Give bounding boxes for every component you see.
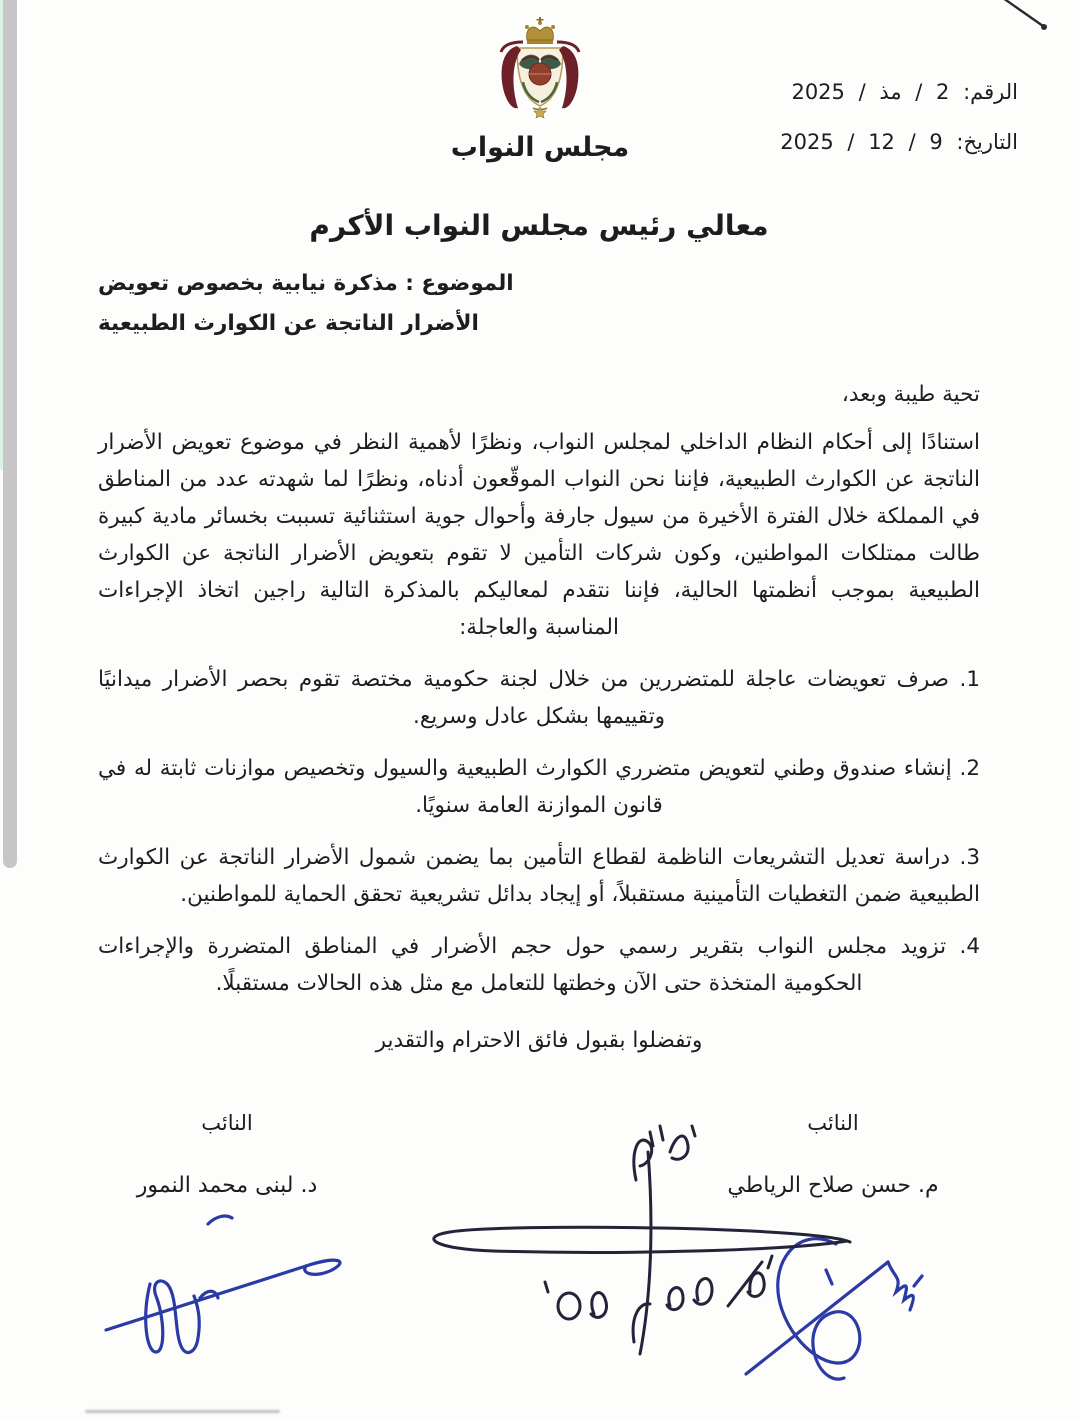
letter-title: معالي رئيس مجلس النواب الأكرم [309,209,769,242]
parliament-name-calligraphy: مجلس النواب [450,132,630,163]
parliament-logo [390,16,690,163]
demand-item-4: 4. تزويد مجلس النواب بتقرير رسمي حول حجم الأضرار في المناطق المتضررة والإجراءات الحكومية المتخذة حتى الآن وخطتها للتعامل مع مثل هذه الحالات مستقبلًا. [98,934,980,996]
demand-item-3: 3. دراسة تعديل التشريعات الناظمة لقطاع التأمين بما يضمن شمول الأضرار الناتجة عن الكوارث الطبيعية ضمن التغطيات التأمينية مستقبلاً، أو إيجاد بدائل تشريعية تحقق الحماية للمواطنين. [98,845,980,907]
closing-line: وتفضلوا بقبول فائق الاحترام والتقدير [375,1028,703,1053]
letter-content [98,206,980,1058]
signatory-left [92,1108,362,1202]
jordan-coat-of-arms-icon [390,16,690,128]
signatory-right-name: م. حسن صلاح الرياطي [727,1173,939,1198]
intro-paragraph: استنادًا إلى أحكام النظام الداخلي لمجلس النواب، ونظرًا لأهمية النظر في موضوع تعويض الأضرار الناتجة عن الكوارث الطبيعية، فإننا نحن النواب الموقّعون أدناه، ونظرًا لما شهدته عدد من المناطق في المملكة خلال الفترة الأخيرة من سيول جارفة وأحوال جوية استثنائية تسببت بخسائر مادية كبيرة طالت ممتلكات المواطنين، وكون شركات التأمين لا تقوم بتعويض الأضرار الناتجة عن الكوارث الطبيعية بموجب أنظمتها الحالية، فإننا نتقدم لمعاليكم بالمذكرة التالية راجين اتخاذ الإجراءات المناسبة والعاجلة: [98,430,980,640]
subject-line-2: الأضرار الناتجة عن الكوارث الطبيعية [98,311,479,336]
signatory-left-name: د. لبنى محمد النمور [136,1173,318,1198]
demand-item-1: 1. صرف تعويضات عاجلة للمتضررين من خلال لجنة حكومية مختصة تقوم بحصر الأضرار ميدانيًا وتقييمها بشكل عادل وسريع. [98,667,980,729]
demand-item-2: 2. إنشاء صندوق وطني لتعويض متضرري الكوارث الطبيعية والسيول وتخصيص موازنات ثابتة له في قانون الموازنة العامة سنويًا. [98,756,980,818]
greeting-line: تحية طيبة وبعد، [841,382,980,407]
signature-ink-middle [398,1092,868,1366]
signatory-right-role: النائب [807,1111,859,1135]
subject-line-1: الموضوع : مذكرة نيابية بخصوص تعويض [98,271,514,296]
signatory-left-role: النائب [201,1111,253,1135]
letter-meta [780,80,1018,180]
letter-date-field: التاريخ: 9 / 12 / 2025 [780,130,1018,154]
scan-edge-strip [3,0,17,868]
pen-scratch-mark [985,0,1060,46]
letter-number-field: الرقم: 2 / مذ / 2025 [791,80,1018,104]
scan-bottom-smudge [85,1410,280,1413]
signature-ink-left [88,1210,368,1374]
